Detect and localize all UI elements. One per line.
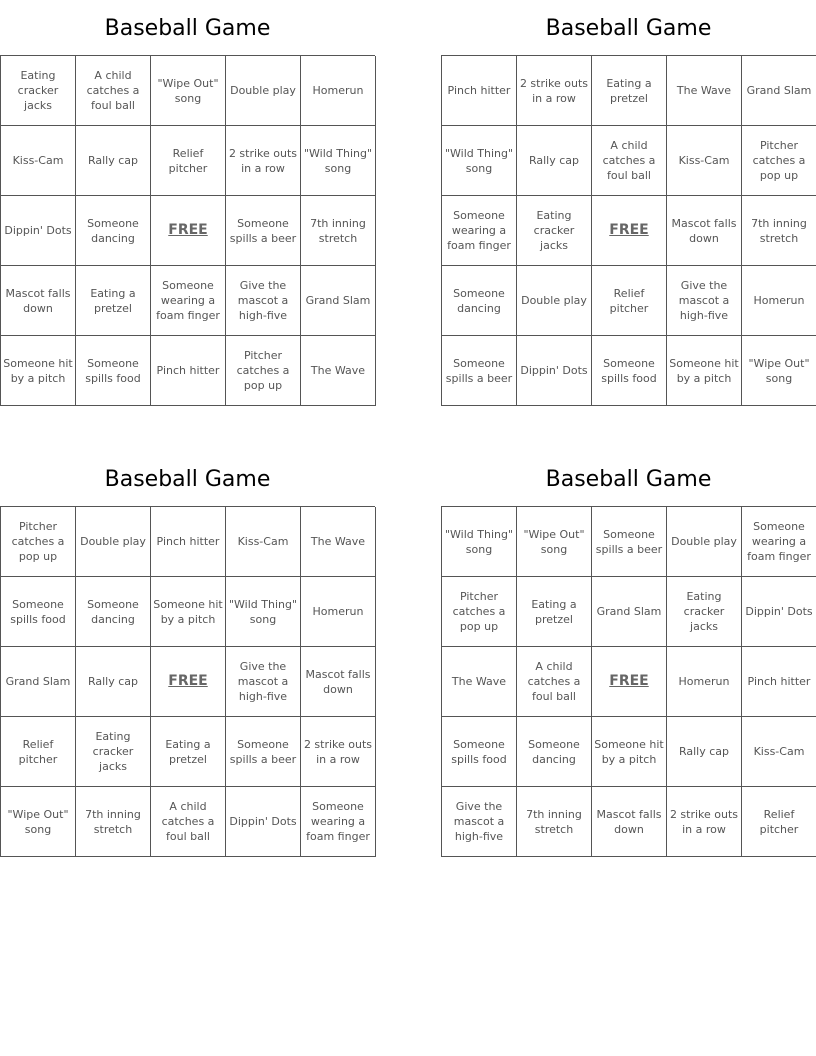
bingo-cell: Grand Slam (1, 647, 76, 717)
bingo-cell: The Wave (667, 56, 742, 126)
bingo-card-2 (441, 0, 816, 406)
bingo-cell: Someone spills a beer (226, 196, 301, 266)
bingo-cell: A child catches a foul ball (517, 647, 592, 717)
card-title: Baseball Game (545, 467, 712, 492)
bingo-cell: Kiss-Cam (1, 126, 76, 196)
bingo-cell: 7th inning stretch (517, 787, 592, 857)
bingo-cell: A child catches a foul ball (592, 126, 667, 196)
bingo-cell: Pinch hitter (442, 56, 517, 126)
bingo-cell: Someone spills food (1, 577, 76, 647)
bingo-cell: 7th inning stretch (76, 787, 151, 857)
bingo-cell: Relief pitcher (742, 787, 816, 857)
bingo-cell: The Wave (301, 507, 376, 577)
bingo-cell: "Wipe Out" song (517, 507, 592, 577)
bingo-cell: "Wipe Out" song (1, 787, 76, 857)
bingo-cell: Grand Slam (301, 266, 376, 336)
bingo-cell: Eating cracker jacks (76, 717, 151, 787)
bingo-cell: "Wild Thing" song (226, 577, 301, 647)
bingo-cell: Dippin' Dots (742, 577, 816, 647)
bingo-cell: Grand Slam (742, 56, 816, 126)
bingo-grid (0, 55, 375, 406)
bingo-cell: Someone hit by a pitch (151, 577, 226, 647)
bingo-cell: Double play (517, 266, 592, 336)
free-space: FREE (151, 647, 226, 717)
bingo-cell: Double play (667, 507, 742, 577)
bingo-cell: A child catches a foul ball (76, 56, 151, 126)
bingo-cell: "Wild Thing" song (301, 126, 376, 196)
bingo-cell: Kiss-Cam (667, 126, 742, 196)
bingo-cell: Kiss-Cam (226, 507, 301, 577)
bingo-cell: Someone hit by a pitch (1, 336, 76, 406)
bingo-cell: Homerun (301, 577, 376, 647)
bingo-cell: Relief pitcher (1, 717, 76, 787)
bingo-cell: Rally cap (517, 126, 592, 196)
bingo-cell: Someone spills a beer (442, 336, 517, 406)
bingo-cell: "Wipe Out" song (742, 336, 816, 406)
bingo-cell: Eating a pretzel (76, 266, 151, 336)
bingo-cell: Eating a pretzel (592, 56, 667, 126)
bingo-cell: Someone spills food (76, 336, 151, 406)
free-space: FREE (592, 647, 667, 717)
bingo-cell: Pitcher catches a pop up (442, 577, 517, 647)
bingo-cell: Pinch hitter (151, 336, 226, 406)
bingo-cell: Mascot falls down (592, 787, 667, 857)
bingo-cell: Relief pitcher (151, 126, 226, 196)
bingo-cell: Mascot falls down (301, 647, 376, 717)
bingo-cell: Dippin' Dots (226, 787, 301, 857)
bingo-cell: Someone wearing a foam finger (742, 507, 816, 577)
bingo-cell: Eating a pretzel (517, 577, 592, 647)
bingo-cell: "Wild Thing" song (442, 507, 517, 577)
bingo-cell: A child catches a foul ball (151, 787, 226, 857)
bingo-grid (0, 506, 375, 857)
bingo-cell: Homerun (301, 56, 376, 126)
free-space: FREE (151, 196, 226, 266)
bingo-cell: Someone spills food (442, 717, 517, 787)
bingo-cell: 2 strike outs in a row (667, 787, 742, 857)
bingo-cell: "Wild Thing" song (442, 126, 517, 196)
bingo-grid (441, 55, 816, 406)
bingo-cell: Someone hit by a pitch (667, 336, 742, 406)
bingo-cell: Pinch hitter (151, 507, 226, 577)
bingo-cell: Eating a pretzel (151, 717, 226, 787)
bingo-cell: Someone spills food (592, 336, 667, 406)
bingo-cell: Rally cap (76, 126, 151, 196)
bingo-cell: Eating cracker jacks (667, 577, 742, 647)
bingo-cell: Give the mascot a high-five (667, 266, 742, 336)
bingo-cell: Pinch hitter (742, 647, 816, 717)
bingo-cell: Someone spills a beer (226, 717, 301, 787)
bingo-card-1 (0, 0, 375, 406)
bingo-cell: Relief pitcher (592, 266, 667, 336)
bingo-cell: "Wipe Out" song (151, 56, 226, 126)
bingo-cell: Someone wearing a foam finger (301, 787, 376, 857)
bingo-cell: Dippin' Dots (517, 336, 592, 406)
bingo-cell: Grand Slam (592, 577, 667, 647)
bingo-cell: Someone dancing (76, 577, 151, 647)
bingo-cell: Homerun (667, 647, 742, 717)
bingo-cell: 2 strike outs in a row (517, 56, 592, 126)
bingo-cell: Homerun (742, 266, 816, 336)
bingo-cell: Give the mascot a high-five (442, 787, 517, 857)
bingo-cell: Someone spills a beer (592, 507, 667, 577)
bingo-cell: Double play (76, 507, 151, 577)
bingo-cell: Someone wearing a foam finger (442, 196, 517, 266)
bingo-cell: Kiss-Cam (742, 717, 816, 787)
bingo-cell: The Wave (442, 647, 517, 717)
card-title: Baseball Game (545, 16, 712, 41)
bingo-cell: Mascot falls down (667, 196, 742, 266)
bingo-cell: 2 strike outs in a row (301, 717, 376, 787)
bingo-cell: Eating cracker jacks (1, 56, 76, 126)
bingo-cell: 2 strike outs in a row (226, 126, 301, 196)
bingo-cell: Rally cap (667, 717, 742, 787)
bingo-cell: The Wave (301, 336, 376, 406)
bingo-cell: Someone dancing (76, 196, 151, 266)
bingo-cell: Give the mascot a high-five (226, 647, 301, 717)
bingo-cell: Mascot falls down (1, 266, 76, 336)
free-space: FREE (592, 196, 667, 266)
bingo-cell: Someone wearing a foam finger (151, 266, 226, 336)
bingo-grid (441, 506, 816, 857)
bingo-card-4 (441, 451, 816, 857)
bingo-cell: Double play (226, 56, 301, 126)
bingo-cell: Dippin' Dots (1, 196, 76, 266)
bingo-cell: Pitcher catches a pop up (742, 126, 816, 196)
bingo-card-3 (0, 451, 375, 857)
bingo-cell: Pitcher catches a pop up (226, 336, 301, 406)
bingo-cell: Pitcher catches a pop up (1, 507, 76, 577)
bingo-cell: 7th inning stretch (301, 196, 376, 266)
bingo-cell: Give the mascot a high-five (226, 266, 301, 336)
card-title: Baseball Game (104, 467, 271, 492)
bingo-cell: Rally cap (76, 647, 151, 717)
bingo-cell: Someone dancing (517, 717, 592, 787)
card-title: Baseball Game (104, 16, 271, 41)
bingo-cell: 7th inning stretch (742, 196, 816, 266)
bingo-cell: Eating cracker jacks (517, 196, 592, 266)
bingo-cell: Someone dancing (442, 266, 517, 336)
bingo-cell: Someone hit by a pitch (592, 717, 667, 787)
